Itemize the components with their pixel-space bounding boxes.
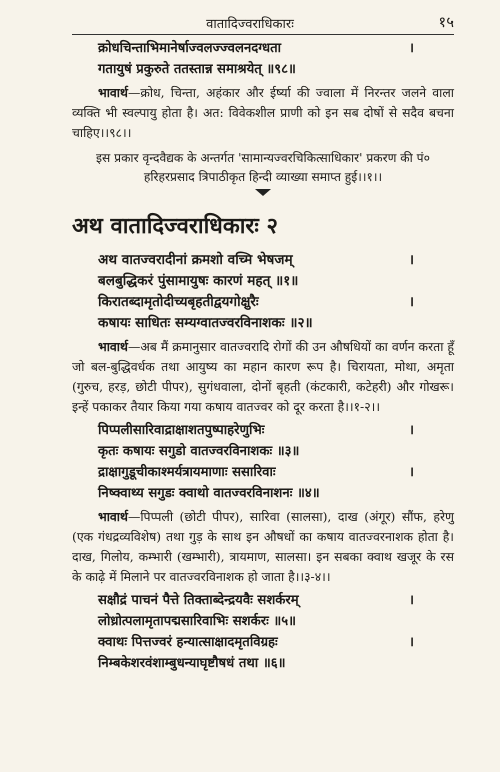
bhavarth-paragraph: भावार्थ—पिप्पली (छोटी पीपर), सारिवा (सालसा), दाख (अंगूर) सौंफ, हरेणु (एक गंधद्रव्यविशेष) तथा गुड़ के साथ इन औषधों का कषाय वातज्वरनाशक होता है। दाख, गिलोय, कम्भारी (खम्भारी), त्रायमाण, सालसा। इन सबका क्वाथ खजूर के रस के काढ़े में मिलाने पर वातज्वरविनाशक हो जाता है।।३-४।।	[72, 509, 454, 584]
verse-line: निम्बकेशरवंशाम्बुधन्याघृष्टौषधं तथा ॥६॥	[98, 656, 286, 671]
bhavarth-paragraph: भावार्थ—क्रोध, चिन्ता, अहंकार और ईर्ष्या की ज्वाला में निरन्तर जलने वाला व्यक्ति भी स्वल्पायु होता है। अत: विवेकशील प्राणी को इन सब दोषों से सदैव बचना चाहिए।।९८।।	[72, 85, 454, 140]
verse-line: पिप्पलीसारिवाद्राक्षाशतपुष्पाहरेणुभिः ।	[98, 423, 414, 438]
verse-line: गतायुषं प्रकुरुते ततस्तान्न समाश्रयेत् ॥९८॥	[98, 62, 296, 77]
page-number: १५	[438, 13, 454, 31]
verse-line: कषायः साधितः सम्यग्वातज्वरविनाशकः ॥२॥	[98, 315, 313, 331]
bhavarth-paragraph: भावार्थ—अब मैं क्रमानुसार वातज्वरादि रोगों की उन औषधियों का वर्णन करता हूँ जो बल-बुद्धिवर्धक तथा आयुष्य का महान कारण रूप है। चिरायता, मोथा, अमृता (गुरुच, हरड़, छोटी पीपर), सुगंधवाला, दोनों बृहती (कंटकारी, कटेहरी) और गोखरू। इन्हें पकाकर तैयार किया गया कषाय वातज्वर को दूर करता है।।१-२।।	[72, 339, 454, 414]
header-rule	[72, 34, 454, 35]
page-content	[72, 38, 454, 674]
verse-line: लोध्रोत्पलामृतापद्मसारिवाभिः सशर्करः ॥५॥	[98, 614, 297, 629]
chapter-title: अथ वातादिज्वराधिकारः २	[72, 213, 278, 239]
section-divider-triangle	[255, 189, 271, 196]
verse-line: सक्षौद्रं पाचनं पैत्ते तिक्ताब्देन्द्रयवैः सशर्करम् ।	[98, 593, 414, 608]
running-title: वातादिज्वराधिकारः	[206, 17, 294, 32]
verse-line: द्राक्षागुडूचीकाश्मर्यत्रायमाणाः ससारिवाः ।	[98, 465, 414, 480]
colophon: इस प्रकार वृन्दवैद्यक के अन्तर्गत 'सामान्यज्वरचिकित्साधिकार' प्रकरण की पं० हरिहरप्रसाद त्रिपाठीकृत हिन्दी व्याख्या समाप्त हुई।।१।।	[96, 151, 430, 184]
verse-line: किरातब्दामृतोदीच्यबृहतीद्वयगोक्षुरैः ।	[98, 294, 414, 310]
verse-line: क्रोधचिन्ताभिमानेर्षाज्वलज्ज्वलनदग्धता ।	[98, 41, 414, 56]
verse-line: क्वाथः पित्तज्वरं हन्यात्साक्षादमृतविग्रहः ।	[98, 635, 414, 650]
verse-line: निष्क्वाथ्य सगुडः क्वाथो वातज्वरविनाशनः ॥४॥	[98, 486, 320, 501]
verse-line: बलबुद्धिकरं पुंसामायुषः कारणं महत् ॥१॥	[98, 273, 299, 289]
page-header	[0, 10, 500, 34]
verse-line: अथ वातज्वरादीनां क्रमशो वच्मि भेषजम् ।	[98, 252, 414, 268]
verse-line: कृतः कषायः सगुडो वातज्वरविनाशकः ॥३॥	[98, 444, 300, 459]
